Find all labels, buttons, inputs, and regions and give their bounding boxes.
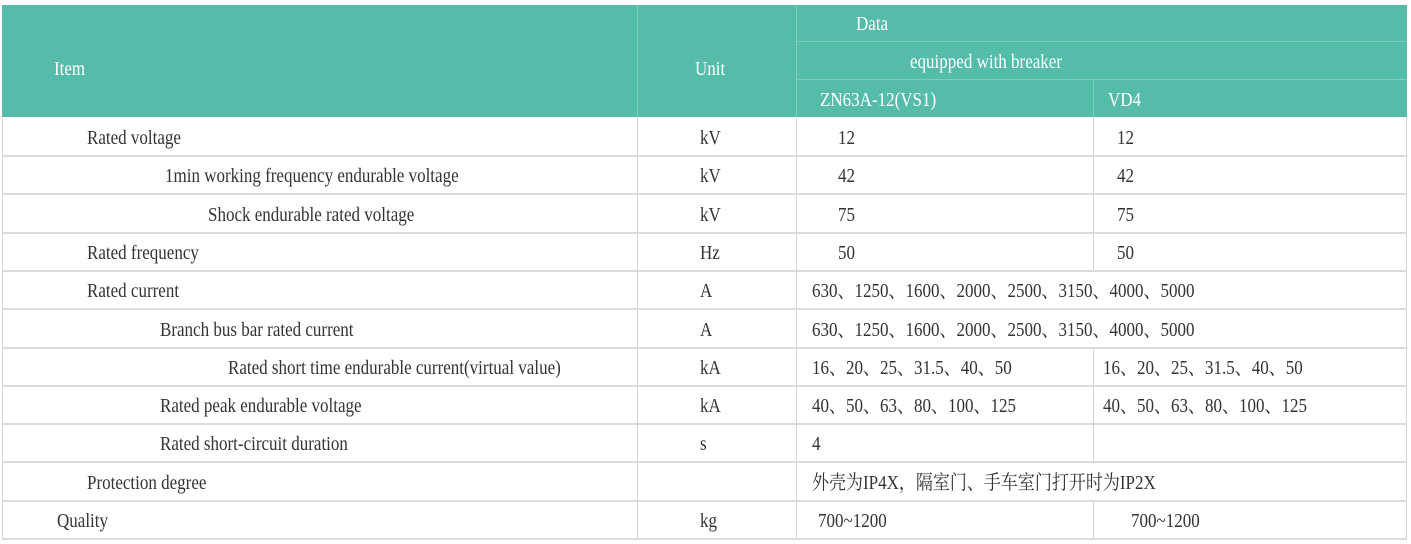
divider <box>796 501 797 539</box>
divider <box>1406 271 1407 309</box>
divider <box>1406 501 1407 539</box>
divider <box>2 271 3 309</box>
unit-cell: kV <box>700 165 721 188</box>
item-cell: Rated peak endurable voltage <box>160 395 362 418</box>
divider <box>637 156 638 194</box>
value-col1-cell: 50 <box>838 241 855 264</box>
table-row <box>2 386 1407 424</box>
unit-cell: kA <box>700 356 721 379</box>
header-col2: VD4 <box>1108 89 1142 111</box>
unit-cell: s <box>700 433 707 456</box>
divider <box>1406 348 1407 386</box>
table-header <box>2 5 1407 117</box>
item-cell: Rated frequency <box>87 241 199 264</box>
value-col1-cell: 12 <box>838 127 855 149</box>
item-cell: Rated short time endurable current(virtual value) <box>228 356 561 379</box>
divider <box>796 386 797 424</box>
divider <box>637 348 638 386</box>
unit-cell: kV <box>700 203 721 226</box>
divider <box>1093 195 1094 233</box>
table-row <box>2 424 1407 462</box>
divider <box>796 310 797 348</box>
table-row <box>2 271 1407 309</box>
divider <box>2 195 3 233</box>
value-col1-cell: 16、20、25、31.5、40、50 <box>812 356 1012 379</box>
divider <box>796 463 797 501</box>
value-span-cell: 630、1250、1600、2000、2500、3150、4000、5000 <box>812 280 1195 303</box>
divider <box>796 348 797 386</box>
table-row <box>2 310 1407 348</box>
divider <box>637 424 638 462</box>
value-col1-cell: 75 <box>838 203 855 226</box>
divider <box>637 310 638 348</box>
divider <box>2 348 3 386</box>
divider <box>796 156 797 194</box>
item-cell: Branch bus bar rated current <box>160 318 354 341</box>
header-item: Item <box>54 58 86 80</box>
item-cell: Rated voltage <box>87 127 181 149</box>
divider <box>637 271 638 309</box>
header-col1: ZN63A-12(VS1) <box>820 89 937 111</box>
value-span-cell: 630、1250、1600、2000、2500、3150、4000、5000 <box>812 318 1195 341</box>
value-col2-cell: 16、20、25、31.5、40、50 <box>1103 356 1303 379</box>
divider <box>1093 386 1094 424</box>
header-equipped: equipped with breaker <box>910 51 1063 73</box>
table-row <box>2 463 1407 501</box>
divider <box>637 463 638 501</box>
table-row <box>2 156 1407 194</box>
item-cell: Protection degree <box>87 471 207 494</box>
unit-cell: A <box>700 280 713 303</box>
divider <box>1406 195 1407 233</box>
divider <box>1093 424 1094 462</box>
value-col1-cell: 42 <box>838 165 855 188</box>
item-cell: Rated current <box>87 280 180 303</box>
divider <box>637 233 638 271</box>
divider <box>2 233 3 271</box>
divider <box>2 310 3 348</box>
item-cell: Quality <box>57 510 108 532</box>
unit-cell: kA <box>700 395 721 418</box>
divider <box>1406 463 1407 501</box>
divider <box>796 195 797 233</box>
item-cell: 1min working frequency endurable voltage <box>165 165 459 188</box>
unit-cell: Hz <box>700 241 720 264</box>
divider <box>2 118 3 156</box>
table-row <box>2 195 1407 233</box>
divider <box>796 118 797 156</box>
divider <box>1093 233 1094 271</box>
value-col2-cell: 75 <box>1117 203 1134 226</box>
table-row <box>2 118 1407 156</box>
unit-cell: kg <box>700 510 717 532</box>
divider <box>796 271 797 309</box>
header-data: Data <box>856 13 889 35</box>
value-span-cell: 外壳为IP4X，隔室门、手车室门打开时为IP2X <box>812 471 1156 494</box>
divider <box>796 5 797 117</box>
divider <box>2 501 3 539</box>
table-row <box>2 501 1407 539</box>
divider <box>796 233 797 271</box>
divider <box>2 463 3 501</box>
value-col1-cell: 4 <box>812 433 821 456</box>
divider <box>637 5 638 117</box>
divider <box>2 538 1407 540</box>
divider <box>1406 386 1407 424</box>
header-unit: Unit <box>695 58 726 80</box>
divider <box>1406 118 1407 156</box>
divider <box>2 424 3 462</box>
divider <box>637 118 638 156</box>
value-col2-cell: 40、50、63、80、100、125 <box>1103 395 1307 418</box>
item-cell: Shock endurable rated voltage <box>208 203 415 226</box>
divider <box>2 156 3 194</box>
table-row <box>2 233 1407 271</box>
divider <box>637 501 638 539</box>
divider <box>796 424 797 462</box>
divider <box>1406 233 1407 271</box>
item-cell: Rated short-circuit duration <box>160 433 348 456</box>
divider <box>1406 424 1407 462</box>
value-col2-cell: 12 <box>1117 127 1134 149</box>
divider <box>637 195 638 233</box>
divider <box>1093 501 1094 539</box>
divider <box>797 41 1407 42</box>
value-col2-cell: 50 <box>1117 241 1134 264</box>
divider <box>1093 348 1094 386</box>
value-col1-cell: 40、50、63、80、100、125 <box>812 395 1016 418</box>
divider <box>2 386 3 424</box>
value-col2-cell: 42 <box>1117 165 1134 188</box>
unit-cell: kV <box>700 127 721 149</box>
divider <box>637 386 638 424</box>
divider <box>1093 79 1094 117</box>
divider <box>1406 310 1407 348</box>
value-col1-cell: 700~1200 <box>818 510 887 532</box>
divider <box>1093 156 1094 194</box>
divider <box>797 79 1407 80</box>
table-row <box>2 348 1407 386</box>
value-col2-cell: 700~1200 <box>1131 510 1200 532</box>
divider <box>1406 156 1407 194</box>
unit-cell: A <box>700 318 713 341</box>
divider <box>1093 118 1094 156</box>
